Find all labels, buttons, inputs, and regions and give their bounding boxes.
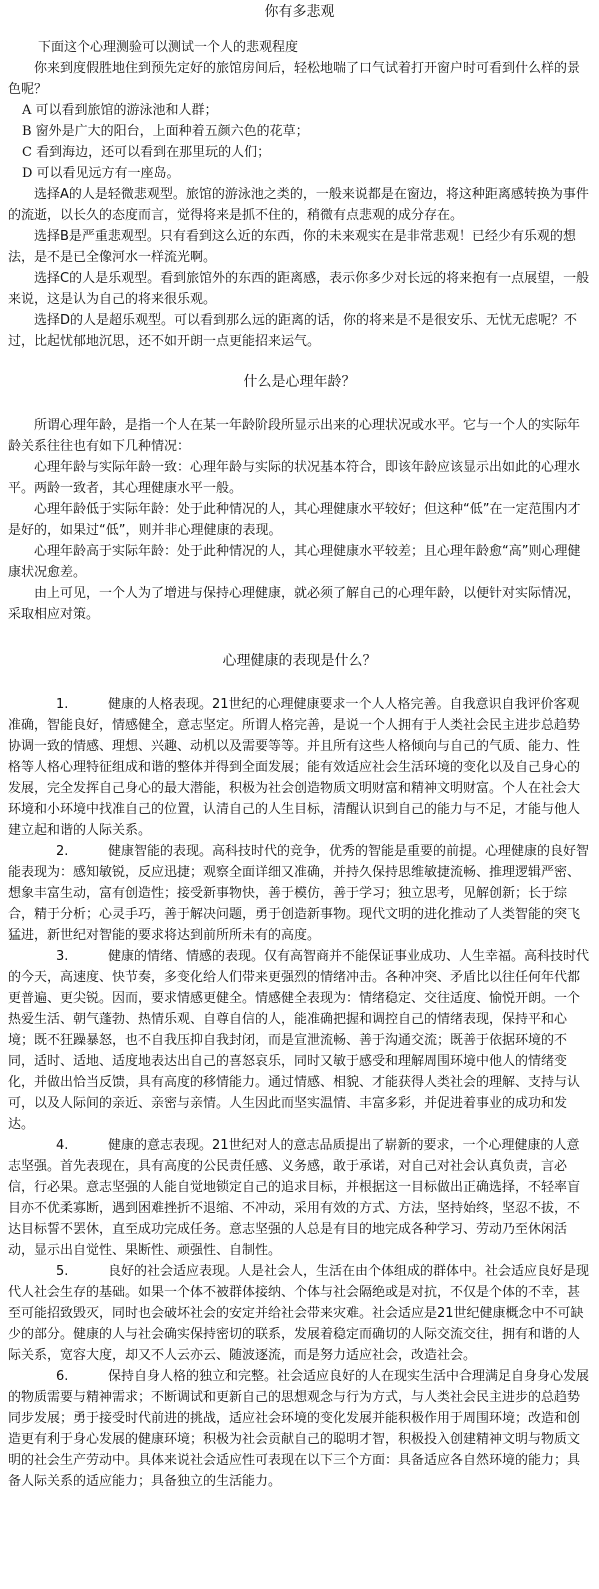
- quiz-option-a: A 可以看到旅馆的游泳池和人群；: [22, 103, 218, 118]
- section-title-mental-age: 什么是心理年龄？: [243, 374, 356, 390]
- quiz-intro: 下面这个心理测验可以测试一个人的悲观程度: [38, 40, 299, 55]
- mental-age-paragraph: 心理年龄与实际年龄一致：心理年龄与实际的状况基本符合，即该年龄应该显示出如此的心理水平。两龄一致者，其心理健康水平一般。: [8, 460, 581, 496]
- mental-health-list: [8, 694, 591, 1492]
- mental-age-paragraph: 心理年龄高于实际年龄：处于此种情况的人，其心理健康水平较差；且心理年龄愈“高”则心理健康状况愈差。: [8, 544, 581, 580]
- list-item: [8, 946, 591, 1135]
- list-item: [8, 694, 591, 841]
- section-title-pessimism: 你有多悲观: [264, 4, 335, 20]
- mental-age-paragraph: 所谓心理年龄，是指一个人在某一年龄阶段所显示出来的心理状况或水平。它与一个人的实际年龄关系往往也有如下几种情况：: [8, 418, 581, 454]
- item-number: 5.: [56, 1264, 69, 1279]
- list-item: [8, 841, 591, 946]
- mental-age-paragraph: 心理年龄低于实际年龄：处于此种情况的人，其心理健康水平较好；但这种“低”在一定范围内才是好的，如果过“低”，则并非心理健康的表现。: [8, 502, 581, 538]
- quiz-answer-a: 选择A的人是轻微悲观型。旅馆的游泳池之类的，一般来说都是在窗边，将这种距离感转换为事件的流逝，以长久的态度而言，觉得将来是抓不住的，稍微有点悲观的成分存在。: [8, 187, 589, 223]
- quiz-answer-c: 选择C的人是乐观型。看到旅馆外的东西的距离感，表示你多少对长远的将来抱有一点展望，一般来说，这是认为自己的将来很乐观。: [8, 271, 590, 307]
- item-number: 6.: [56, 1369, 69, 1384]
- section-title-mental-health: 心理健康的表现是什么？: [222, 653, 377, 669]
- list-item: [8, 1261, 591, 1366]
- item-number: 1.: [56, 697, 69, 712]
- item-text: 保持自身人格的独立和完整。社会适应良好的人在现实生活中合理满足自身身心发展的物质需要与精神需求；不断调试和更新自己的思想观念与行为方式，与人类社会民主进步的总趋势同步发展；勇于接受时代前进的挑战，适应社会环境的变化发展并能积极作用于周围环境；改造和创造更有利于身心发展的健康环境；积极为社会贡献自己的聪明才智，积极投入创建精神文明与物质文明的社会生产劳动中。具体来说社会适应性可表现在以下三个方面：具备适应各自然环境的能力；具备人际关系的适应能力；具备独立的生活能力。: [8, 1369, 590, 1489]
- mental-age-paragraph: 由上可见，一个人为了增进与保持心理健康，就必须了解自己的心理年龄，以便针对实际情况，采取相应对策。: [8, 586, 581, 622]
- item-text: 健康的人格表现。21世纪的心理健康要求一个人人格完善。自我意识自我评价客观准确，智能良好，情感健全，意志坚定。所谓人格完善，是说一个人拥有于人类社会民主进步总趋势协调一致的情感、理想、兴趣、动机以及需要等等。并且所有这些人格倾向与自己的气质、能力、性格等人格心理特征组成和谐的整体并得到全面发展；能有效适应社会生活环境的变化以及自己身心的发展，完全发挥自己身心的最大潜能，积极为社会创造物质文明财富和精神文明财富。个人在社会大环境和小环境中找准自己的位置，认清自己的人生目标，清醒认识到自己的能力与不足，才能与他人建立起和谐的人际关系。: [8, 697, 581, 838]
- item-text: 健康的情绪、情感的表现。仅有高智商并不能保证事业成功、人生幸福。高科技时代的今天，高速度、快节奏，多变化给人们带来更强烈的情绪冲击。各种冲突、矛盾比以往任何年代都更普遍、更尖锐。因而，要求情感更健全。情感健全表现为：情绪稳定、交往适度、愉悦开朗。一个热爱生活、朝气蓬勃、热情乐观、自尊自信的人，能准确把握和调控自己的情绪表现，保持平和心境；既不狂躁暴怒，也不自我压抑自我封闭，而是宣泄流畅、善于沟通交流；既善于依据环境的不同，适时、适地、适度地表达出自己的喜怒哀乐，同时又敏于感受和理解周围环境中他人的情绪变化，并做出恰当反馈，具有高度的移情能力。通过情感、相貌、才能获得人类社会的理解、支持与认可，以及人际间的亲近、亲密与亲情。人生因此而坚实温情、丰富多彩，并促进着事业的成功和发达。: [8, 949, 590, 1132]
- list-item: [8, 1366, 591, 1492]
- quiz-answer-b: 选择B是严重悲观型。只有看到这么近的东西，你的未来观实在是非常悲观！已经少有乐观的想法，是不是已全像河水一样流光啊。: [8, 229, 576, 265]
- list-item: [8, 1135, 591, 1261]
- quiz-answer-d: 选择D的人是超乐观型。可以看到那么远的距离的话，你的将来是不是很安乐、无忧无虑呢？不过，比起忧郁地沉思，还不如开朗一点更能招来运气。: [8, 313, 578, 349]
- quiz-question: 你来到度假胜地住到预先定好的旅馆房间后，轻松地喘了口气试着打开窗户时可看到什么样的景色呢？: [8, 61, 581, 97]
- quiz-option-b: B 窗外是广大的阳台，上面种着五颜六色的花草；: [22, 124, 309, 139]
- item-number: 4.: [56, 1138, 69, 1153]
- item-text: 健康智能的表现。高科技时代的竞争，优秀的智能是重要的前提。心理健康的良好智能表现为：感知敏锐，反应迅捷；观察全面详细又准确，并持久保持思维敏捷流畅、推理逻辑严密、想象丰富生动，富有创造性；接受新事物快，善于模仿，善于学习；独立思考，见解创新；长于综合，精于分析；心灵手巧，善于解决问题，勇于创造新事物。现代文明的进化推动了人类智能的突飞猛进，新世纪对智能的要求将达到前所所未有的高度。: [8, 844, 590, 943]
- quiz-option-c: C 看到海边，还可以看到在那里玩的人们；: [22, 145, 271, 160]
- item-text: 健康的意志表现。21世纪对人的意志品质提出了崭新的要求，一个心理健康的人意志坚强。首先表现在，具有高度的公民责任感、义务感，敢于承诺，对自己对社会认真负责，言必信，行必果。意志坚强的人能自觉地锁定自己的追求目标，并根据这一目标做出正确选择，不轻率盲目亦不优柔寡断，遇到困难挫折不退缩、不冲动，采用有效的方式、方法，坚持始终，坚忍不拔，不达目标誓不罢休，直至成功完成任务。意志坚强的人总是有目的地完成各种学习、劳动乃至休闲活动，显示出自觉性、果断性、顽强性、自制性。: [8, 1138, 581, 1258]
- quiz-option-d: D 可以看见远方有一座岛。: [22, 166, 180, 181]
- item-number: 3.: [56, 949, 69, 964]
- item-number: 2.: [56, 844, 69, 859]
- item-text: 良好的社会适应表现。人是社会人，生活在由个体组成的群体中。社会适应良好是现代人社会生存的基础。如果一个体不被群体接纳、个体与社会隔绝或是对抗，不仅是个体的不幸，甚至可能招致毁灭，同时也会破坏社会的安定并给社会带来灾难。社会适应是21世纪健康概念中不可缺少的部分。健康的人与社会确实保持密切的联系，发展着稳定而确切的人际交流交往，拥有和谐的人际关系，宽容大度，却又不人云亦云、随波逐流，而是努力适应社会，改造社会。: [8, 1264, 590, 1363]
